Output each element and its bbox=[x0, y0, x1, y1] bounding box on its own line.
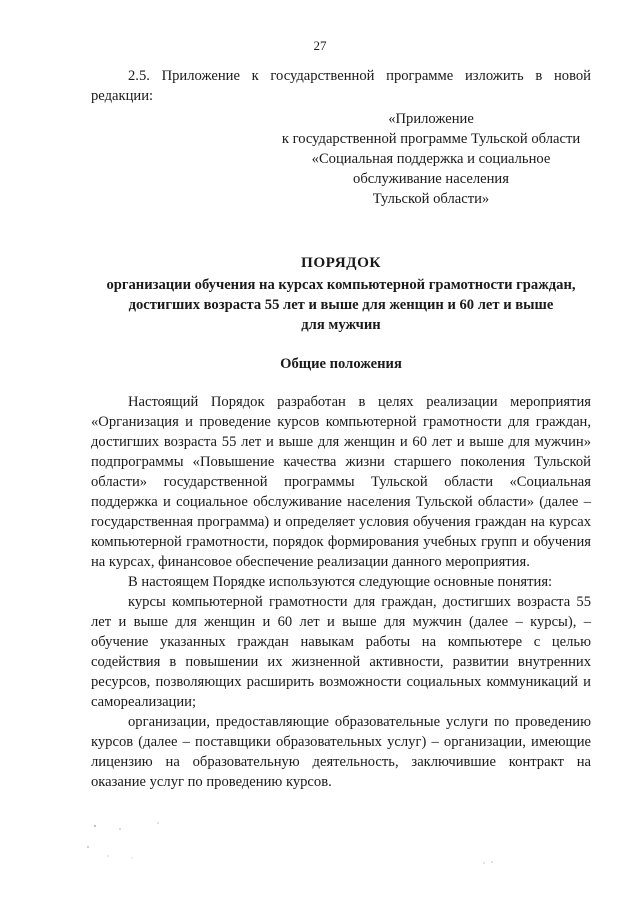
body-paragraph: организации, предоставляющие образовательные услуги по проведению курсов (далее – поставщики образовательных услуг) – организации, имеющие лицензию на образовательную деятельность, заключившие контракт на оказание услуг по проведению курсов. bbox=[91, 714, 591, 790]
title-line: достигших возраста 55 лет и выше для женщин и 60 лет и выше bbox=[128, 297, 554, 313]
body-paragraph: курсы компьютерной грамотности для граждан, достигших возраста 55 лет и выше для женщин и 60 лет и выше для мужчин (далее – курсы), – обучение указанных граждан навыкам работы на компьютере с целью содействия в повышении их жизненной активности, развитии внутренних ресурсов, позволяющих расширить возможности социальных коммуникаций и самореализации; bbox=[91, 594, 591, 710]
body-paragraph: Настоящий Порядок разработан в целях реализации мероприятия «Организация и проведение курсов компьютерной грамотности для граждан, достигших возраста 55 лет и выше для женщин и 60 лет и выше для мужчин» подпрограммы «Повышение качества жизни старшего поколения Тульской области» государственной программы Тульской области «Социальная поддержка и социальное обслуживание населения Тульской области» (далее – государственная программа) и определяет условия обучения граждан на курсах компьютерной грамотности, порядок формирования учебных групп и обучения на курсах, финансовое обеспечение реализации данного мероприятия. bbox=[91, 394, 591, 570]
title-line: организации обучения на курсах компьютерной грамотности граждан, bbox=[106, 277, 576, 293]
section-heading: Общие положения bbox=[280, 356, 402, 372]
body-paragraph: В настоящем Порядке используются следующие основные понятия: bbox=[128, 574, 553, 590]
appendix-header-line: Тульской области» bbox=[372, 191, 490, 207]
scan-specks bbox=[480, 860, 500, 866]
title-line: для мужчин bbox=[301, 317, 381, 333]
document-title bbox=[91, 253, 591, 335]
appendix-header-line: обслуживание населения bbox=[353, 171, 509, 187]
scan-specks bbox=[80, 820, 200, 870]
title-main: ПОРЯДОК bbox=[301, 254, 381, 271]
appendix-header bbox=[276, 109, 586, 209]
appendix-header-line: к государственной программе Тульской области bbox=[281, 131, 581, 147]
page-number: 27 bbox=[313, 38, 327, 53]
appendix-header-line: «Приложение bbox=[388, 111, 474, 127]
document-content bbox=[91, 66, 591, 792]
intro-paragraph: 2.5. Приложение к государственной программе изложить в новой редакции: bbox=[91, 68, 591, 104]
appendix-header-line: «Социальная поддержка и социальное bbox=[311, 151, 551, 167]
